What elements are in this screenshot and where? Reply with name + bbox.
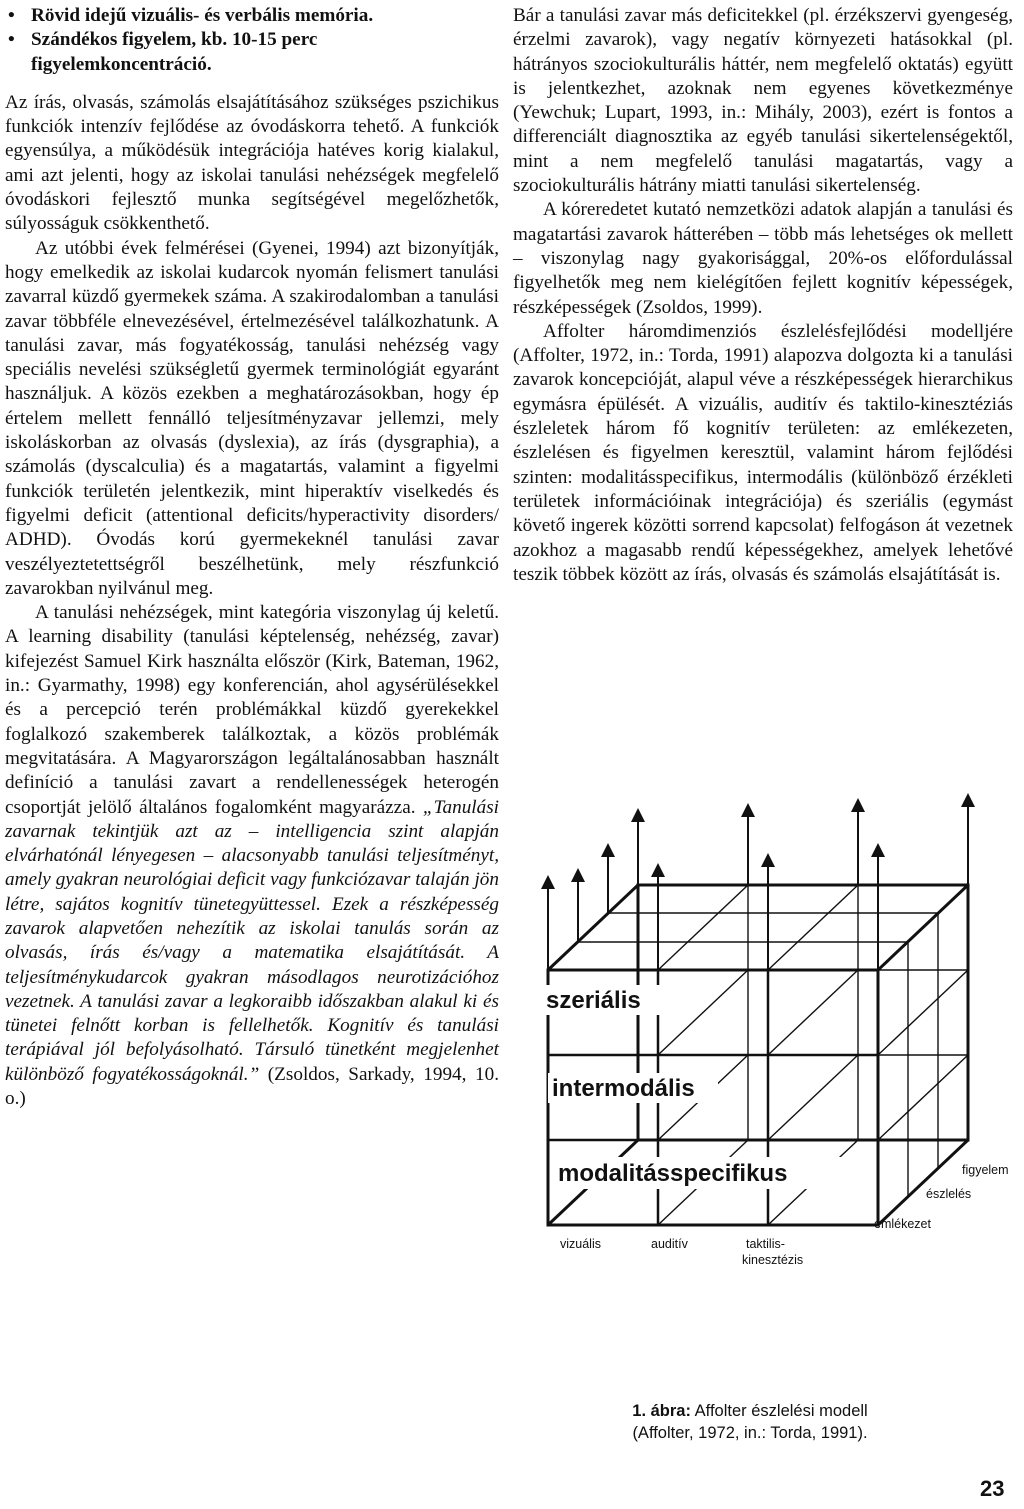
paragraph: Az utóbbi évek felmérései (Gyenei, 1994) azt bizonyítják, hogy emelkedik az iskolai kudarcok nyomán felismert tanulási zavarral küzdő gyermekek száma. A szakirodalomban a tanulási zavar többféle elnevezésével, értelmezésével találkozhatunk. A tanulási zavar, más fogyatékosság, tanulási nehézség vagy speciális nevelési szükségletű gyermek terminológiát egyaránt használjuk. A közös ezekben a meghatározásokban, hogy ép értelem mellett fennálló teljesítményzavar jellemzi, mely iskoláskorban az olvasás (dyslexia), az írás (dysgraphia), a számolás (dyscalculia) és a magatartás, valamint a figyelmi funkciók területén jelentkezik, mint hiperaktív viselkedés és figyelmi deficit (attentional deficits/hyperactivity disorders/ ADHD). Óvodás korú gyermekeknél tanulási zavar veszélyeztetettségről beszélhetünk, mely részfunkció zavarokban nyilvánul meg. (5, 237, 499, 599)
cube-diagram (528, 790, 1024, 1390)
page-number: 23 (980, 1476, 1005, 1501)
bullet-item: • Szándékos figyelem, kb. 10-15 perc figyelemkoncentráció. (5, 28, 499, 77)
modality-label-kinesthetic: kinesztézis (742, 1253, 804, 1267)
modality-label-visual: vizuális (560, 1237, 601, 1251)
paragraph (5, 601, 499, 1111)
level-label-serial: szeriális (546, 987, 641, 1014)
caption-source: (Affolter, 1972, in.: Torda, 1991). (632, 1424, 868, 1442)
left-column (5, 4, 499, 1111)
paragraph: Az írás, olvasás, számolás elsajátításához szükséges pszichikus funkciók intenzív fejlődése az óvodáskorra tehető. A funkciók egyensúlya, a működésük integrációja hatéves korig kialakul, ami azt jelenti, hogy az iskolai tanulási nehézségek megfelelő óvodáskori fejlesztő munka segítségével megelőzhetők, súlyosságuk csökkenthető. (5, 91, 499, 235)
level-label-intermodal: intermodális (552, 1075, 695, 1102)
affolter-model-figure (528, 790, 1024, 1390)
right-column (513, 4, 1013, 587)
paragraph: Bár a tanulási zavar más deficitekkel (pl. érzékszervi gyengeség, érzelmi zavarok), vagy negatív környezeti hatásokkal (pl. hátrányos szociokulturális háttér, nem megfelelő oktatás) együtt is jelentkezhet, azoknak nem egyenes következménye (Yewchuk; Lupart, 1993, in.: Mihály, 2003), ezért is fontos a differenciált diagnosztika az egyéb tanulási sikertelenségektől, mint a nem megfelelő tanulási magatartás, vagy a szociokulturális hátrány miatti tanulási sikertelenség. (513, 5, 1013, 197)
domain-label-perception: észlelés (926, 1187, 972, 1201)
modality-label-auditory: auditív (651, 1237, 688, 1251)
modality-label-tactile: taktilis- (746, 1237, 785, 1251)
paragraph-text: A tanulási nehézségek, mint kategória viszonylag új keletű. A learning disability (tanulási képtelenség, nehézség, zavar) kifejezést Samuel Kirk használta először (Kirk, Bateman, 1962, in.: Gyarmathy, 1998) egy konferencián, ahol agysérülésekkel és a percepció terén problémákkal küzdő gyerekekkel foglalkozó szakemberek találkoztak, a közös problémák megvitatására. A Magyarországon legáltalánosabban használt definíció a tanulási zavart a rendellenességek heterogén csoportját jelölő általános fogalomként magyarázza. (5, 602, 499, 818)
domain-label-memory: emlékezet (874, 1217, 931, 1231)
bullet-list (5, 4, 499, 77)
caption-label: 1. ábra: (632, 1402, 691, 1420)
bullet-item: • Rövid idejű vizuális- és verbális memória. (5, 4, 499, 28)
paragraph: Affolter háromdimenziós észlelésfejlődési modelljére (Affolter, 1972, in.: Torda, 1991) alapozva dolgozta ki a tanulási zavarok koncepcióját, alapul véve a részképességek hierarchikus egymásra épülését. A vizuális, auditív és taktilo-kinesztéziás észleletek három fő kognitív területen: az emlékezeten, észlelésen és figyelmen keresztül, valamint három fejlődési szinten: modalitásspecifikus, intermodális (különböző érzékleti területek információinak integrációja) és szeriális (egymást követő ingerek közötti sorrend kapcsolat) felfogáson át vezetnek azokhoz a magasabb rendű képességekhez, amelyek lehetővé teszik többek között az írás, olvasás és számolás elsajátítását is. (513, 320, 1013, 585)
quote-text: „Tanulási zavarnak tekintjük azt az – intelligencia szint alapján elvárhatónál lényegesen – alacsonyabb tanulási teljesítményt, amely gyakran neurológiai deficit vagy funkciózavar talaján jön létre, sajátos kognitív tünetegyüttessel. Ezek a részképesség zavarok alapvetően nehezítik az iskolai tanulás során az olvasás, írás és/vagy a matematika elsajátítását. A teljesítménykudarcok gyakran másodlagos neurotizációhoz vezetnek. A tanulási zavar a legkoraibb időszakban alakul ki és tünetei felnőtt korban is fellelhetők. Kognitív és tanulási terápiával jól befolyásolható. Társuló tünetként megjelenhet különböző fogyatékosságoknál.” (5, 796, 500, 1085)
level-label-modality-specific: modalitásspecifikus (558, 1160, 788, 1187)
citation: (Zsoldos, Sarkady, 1994, 10. o.) (5, 1063, 499, 1110)
domain-label-attention: figyelem (962, 1163, 1009, 1177)
caption-text: Affolter észlelési modell (694, 1402, 868, 1420)
figure-caption (560, 1400, 940, 1444)
paragraph: A kóreredetet kutató nemzetközi adatok alapján a tanulási és magatartási zavarok hátterében – több más lehetséges ok mellett – viszonylag nagy gyakorisággal, 20%-os előfordulással figyelhetők meg nem kielégítően fejlett kognitív képességek, részképességek (Zsoldos, 1999). (513, 199, 1013, 318)
